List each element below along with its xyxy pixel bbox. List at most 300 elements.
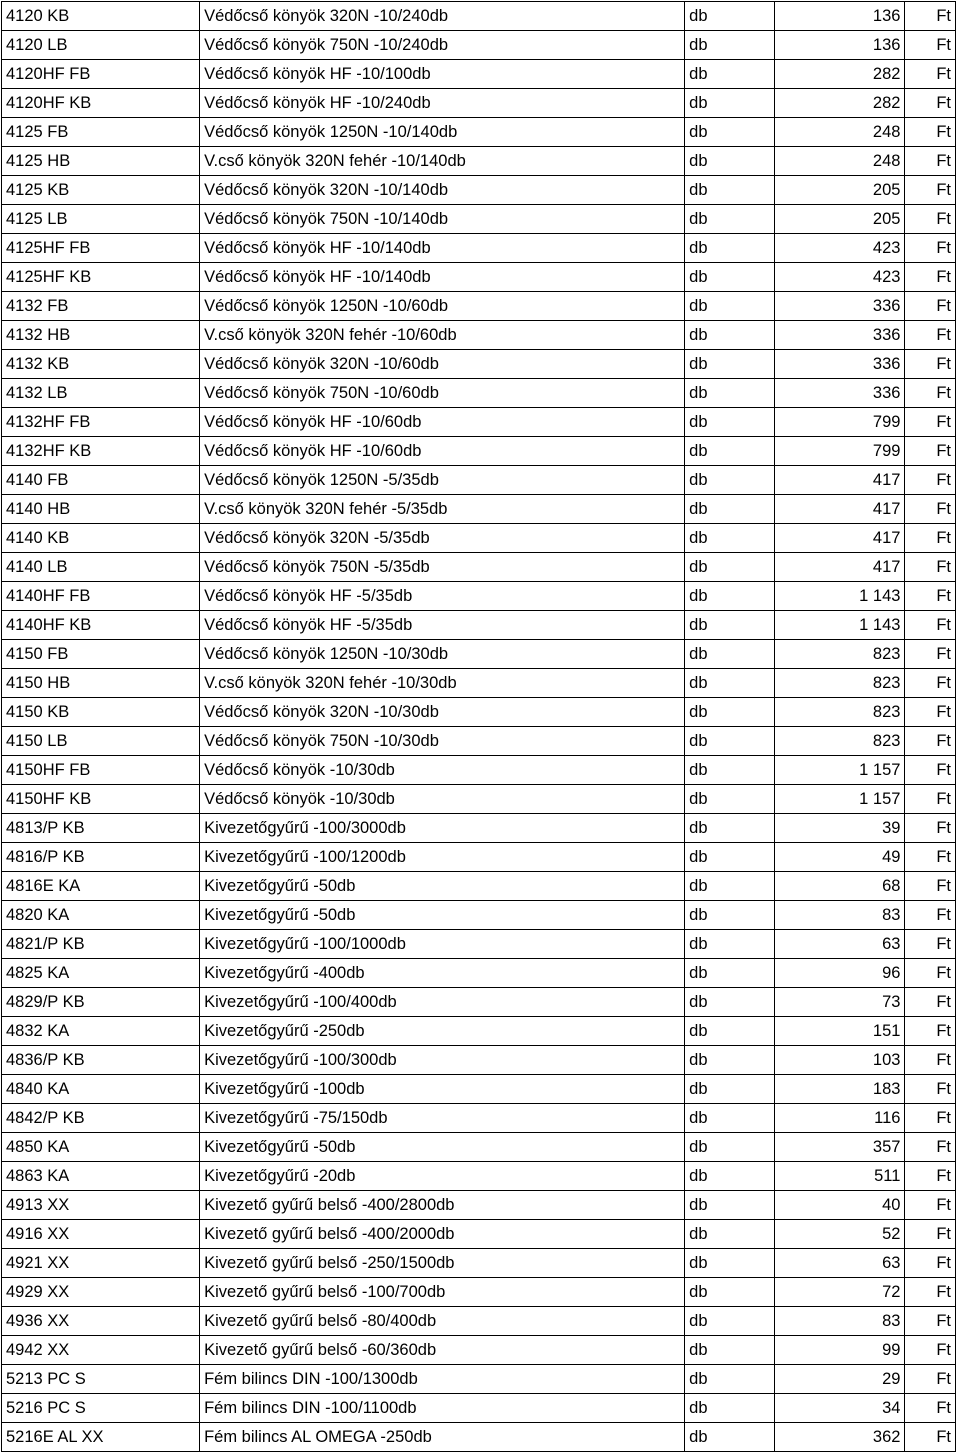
price-cell: 1 143 (775, 582, 905, 611)
table-row (2, 843, 956, 872)
table-row (2, 785, 956, 814)
price-cell: 823 (775, 727, 905, 756)
unit-cell: db (685, 1104, 775, 1133)
table-row (2, 321, 956, 350)
unit-cell: db (685, 901, 775, 930)
price-cell: 336 (775, 379, 905, 408)
table-row (2, 2, 956, 31)
price-cell: 336 (775, 321, 905, 350)
product-code-cell: 4125 KB (2, 176, 200, 205)
product-description-cell: Védőcső könyök 1250N -10/60db (200, 292, 685, 321)
product-code-cell: 4836/P KB (2, 1046, 200, 1075)
product-description-cell: Védőcső könyök 750N -5/35db (200, 553, 685, 582)
currency-cell: Ft (905, 205, 956, 234)
product-code-cell: 4125HF FB (2, 234, 200, 263)
price-cell: 151 (775, 1017, 905, 1046)
table-row (2, 350, 956, 379)
unit-cell: db (685, 263, 775, 292)
currency-cell: Ft (905, 843, 956, 872)
product-code-cell: 4150 KB (2, 698, 200, 727)
price-cell: 336 (775, 350, 905, 379)
unit-cell: db (685, 350, 775, 379)
product-code-cell: 4140HF KB (2, 611, 200, 640)
product-description-cell: Kivezetőgyűrű -50db (200, 872, 685, 901)
table-row (2, 234, 956, 263)
unit-cell: db (685, 1162, 775, 1191)
table-row (2, 1017, 956, 1046)
table-row (2, 582, 956, 611)
product-description-cell: Kivezető gyűrű belső -80/400db (200, 1307, 685, 1336)
unit-cell: db (685, 1336, 775, 1365)
product-description-cell: Védőcső könyök 320N -10/30db (200, 698, 685, 727)
table-row (2, 1104, 956, 1133)
currency-cell: Ft (905, 1046, 956, 1075)
unit-cell: db (685, 321, 775, 350)
price-cell: 96 (775, 959, 905, 988)
unit-cell: db (685, 582, 775, 611)
product-description-cell: Kivezetőgyűrű -400db (200, 959, 685, 988)
unit-cell: db (685, 1278, 775, 1307)
table-row (2, 437, 956, 466)
table-row (2, 495, 956, 524)
unit-cell: db (685, 727, 775, 756)
price-cell: 1 143 (775, 611, 905, 640)
currency-cell: Ft (905, 1249, 956, 1278)
product-description-cell: Védőcső könyök 320N -5/35db (200, 524, 685, 553)
product-code-cell: 4125 LB (2, 205, 200, 234)
price-cell: 1 157 (775, 756, 905, 785)
price-list-body (2, 2, 956, 1452)
table-row (2, 408, 956, 437)
price-cell: 34 (775, 1394, 905, 1423)
product-code-cell: 4150HF FB (2, 756, 200, 785)
unit-cell: db (685, 379, 775, 408)
table-row (2, 1336, 956, 1365)
currency-cell: Ft (905, 1017, 956, 1046)
currency-cell: Ft (905, 1423, 956, 1452)
product-description-cell: Fém bilincs AL OMEGA -250db (200, 1423, 685, 1452)
price-cell: 136 (775, 2, 905, 31)
product-description-cell: Védőcső könyök HF -5/35db (200, 582, 685, 611)
table-row (2, 669, 956, 698)
currency-cell: Ft (905, 611, 956, 640)
product-code-cell: 4813/P KB (2, 814, 200, 843)
product-description-cell: Kivezetőgyűrű -100db (200, 1075, 685, 1104)
currency-cell: Ft (905, 785, 956, 814)
product-code-cell: 4840 KA (2, 1075, 200, 1104)
unit-cell: db (685, 524, 775, 553)
currency-cell: Ft (905, 1394, 956, 1423)
unit-cell: db (685, 1249, 775, 1278)
unit-cell: db (685, 1133, 775, 1162)
product-code-cell: 4825 KA (2, 959, 200, 988)
currency-cell: Ft (905, 1336, 956, 1365)
product-description-cell: V.cső könyök 320N fehér -10/140db (200, 147, 685, 176)
product-description-cell: Védőcső könyök HF -10/60db (200, 408, 685, 437)
table-row (2, 756, 956, 785)
price-cell: 103 (775, 1046, 905, 1075)
product-code-cell: 4125HF KB (2, 263, 200, 292)
unit-cell: db (685, 2, 775, 31)
product-description-cell: Védőcső könyök 750N -10/240db (200, 31, 685, 60)
product-description-cell: Védőcső könyök 750N -10/30db (200, 727, 685, 756)
product-description-cell: Védőcső könyök HF -5/35db (200, 611, 685, 640)
unit-cell: db (685, 495, 775, 524)
currency-cell: Ft (905, 292, 956, 321)
price-cell: 63 (775, 1249, 905, 1278)
unit-cell: db (685, 698, 775, 727)
product-code-cell: 4832 KA (2, 1017, 200, 1046)
unit-cell: db (685, 292, 775, 321)
currency-cell: Ft (905, 1133, 956, 1162)
price-cell: 799 (775, 437, 905, 466)
product-description-cell: Védőcső könyök HF -10/60db (200, 437, 685, 466)
currency-cell: Ft (905, 234, 956, 263)
currency-cell: Ft (905, 959, 956, 988)
table-row (2, 959, 956, 988)
product-code-cell: 4816E KA (2, 872, 200, 901)
product-code-cell: 5216E AL XX (2, 1423, 200, 1452)
table-row (2, 60, 956, 89)
unit-cell: db (685, 756, 775, 785)
unit-cell: db (685, 408, 775, 437)
product-description-cell: Kivezetőgyűrű -100/400db (200, 988, 685, 1017)
table-row (2, 872, 956, 901)
currency-cell: Ft (905, 1075, 956, 1104)
table-row (2, 1423, 956, 1452)
table-row (2, 640, 956, 669)
price-cell: 417 (775, 495, 905, 524)
product-code-cell: 4842/P KB (2, 1104, 200, 1133)
product-code-cell: 4120 KB (2, 2, 200, 31)
table-row (2, 1394, 956, 1423)
price-cell: 99 (775, 1336, 905, 1365)
currency-cell: Ft (905, 495, 956, 524)
currency-cell: Ft (905, 1278, 956, 1307)
unit-cell: db (685, 1046, 775, 1075)
table-row (2, 205, 956, 234)
currency-cell: Ft (905, 872, 956, 901)
product-description-cell: Védőcső könyök 320N -10/140db (200, 176, 685, 205)
currency-cell: Ft (905, 321, 956, 350)
product-description-cell: V.cső könyök 320N fehér -10/60db (200, 321, 685, 350)
product-description-cell: Kivezető gyűrű belső -400/2000db (200, 1220, 685, 1249)
price-cell: 248 (775, 147, 905, 176)
unit-cell: db (685, 118, 775, 147)
unit-cell: db (685, 89, 775, 118)
unit-cell: db (685, 988, 775, 1017)
product-description-cell: Védőcső könyök HF -10/140db (200, 234, 685, 263)
table-row (2, 466, 956, 495)
product-code-cell: 4929 XX (2, 1278, 200, 1307)
unit-cell: db (685, 1307, 775, 1336)
table-row (2, 147, 956, 176)
table-row (2, 727, 956, 756)
product-description-cell: Védőcső könyök 750N -10/60db (200, 379, 685, 408)
product-code-cell: 4132 HB (2, 321, 200, 350)
product-code-cell: 4132 LB (2, 379, 200, 408)
product-code-cell: 4140 LB (2, 553, 200, 582)
product-description-cell: V.cső könyök 320N fehér -10/30db (200, 669, 685, 698)
price-cell: 823 (775, 698, 905, 727)
unit-cell: db (685, 959, 775, 988)
table-row (2, 1133, 956, 1162)
price-cell: 39 (775, 814, 905, 843)
currency-cell: Ft (905, 1191, 956, 1220)
product-code-cell: 4140 HB (2, 495, 200, 524)
table-row (2, 901, 956, 930)
currency-cell: Ft (905, 60, 956, 89)
currency-cell: Ft (905, 2, 956, 31)
product-code-cell: 4132 FB (2, 292, 200, 321)
table-row (2, 176, 956, 205)
table-row (2, 1307, 956, 1336)
product-description-cell: Kivezető gyűrű belső -250/1500db (200, 1249, 685, 1278)
unit-cell: db (685, 1394, 775, 1423)
price-cell: 248 (775, 118, 905, 147)
unit-cell: db (685, 930, 775, 959)
price-cell: 282 (775, 89, 905, 118)
product-description-cell: Védőcső könyök -10/30db (200, 785, 685, 814)
price-cell: 1 157 (775, 785, 905, 814)
product-description-cell: Kivezetőgyűrű -75/150db (200, 1104, 685, 1133)
product-description-cell: Kivezetőgyűrű -100/1200db (200, 843, 685, 872)
table-row (2, 263, 956, 292)
price-cell: 417 (775, 524, 905, 553)
product-description-cell: Fém bilincs DIN -100/1300db (200, 1365, 685, 1394)
currency-cell: Ft (905, 466, 956, 495)
unit-cell: db (685, 1220, 775, 1249)
unit-cell: db (685, 147, 775, 176)
product-description-cell: Kivezetőgyűrű -20db (200, 1162, 685, 1191)
currency-cell: Ft (905, 669, 956, 698)
unit-cell: db (685, 814, 775, 843)
product-code-cell: 4125 FB (2, 118, 200, 147)
unit-cell: db (685, 1365, 775, 1394)
table-row (2, 292, 956, 321)
currency-cell: Ft (905, 930, 956, 959)
currency-cell: Ft (905, 350, 956, 379)
unit-cell: db (685, 785, 775, 814)
price-cell: 116 (775, 1104, 905, 1133)
table-row (2, 524, 956, 553)
product-code-cell: 4820 KA (2, 901, 200, 930)
product-description-cell: Kivezető gyűrű belső -400/2800db (200, 1191, 685, 1220)
product-code-cell: 5216 PC S (2, 1394, 200, 1423)
price-cell: 423 (775, 234, 905, 263)
price-cell: 29 (775, 1365, 905, 1394)
table-row (2, 1365, 956, 1394)
table-row (2, 379, 956, 408)
currency-cell: Ft (905, 698, 956, 727)
currency-cell: Ft (905, 1307, 956, 1336)
product-description-cell: Védőcső könyök 1250N -5/35db (200, 466, 685, 495)
table-row (2, 1220, 956, 1249)
product-description-cell: V.cső könyök 320N fehér -5/35db (200, 495, 685, 524)
price-cell: 83 (775, 901, 905, 930)
currency-cell: Ft (905, 640, 956, 669)
product-code-cell: 4140 FB (2, 466, 200, 495)
price-cell: 417 (775, 553, 905, 582)
unit-cell: db (685, 176, 775, 205)
unit-cell: db (685, 1191, 775, 1220)
price-cell: 183 (775, 1075, 905, 1104)
price-cell: 823 (775, 669, 905, 698)
table-row (2, 1191, 956, 1220)
unit-cell: db (685, 205, 775, 234)
price-cell: 136 (775, 31, 905, 60)
unit-cell: db (685, 437, 775, 466)
product-description-cell: Védőcső könyök 320N -10/240db (200, 2, 685, 31)
currency-cell: Ft (905, 524, 956, 553)
currency-cell: Ft (905, 988, 956, 1017)
price-cell: 823 (775, 640, 905, 669)
price-cell: 73 (775, 988, 905, 1017)
price-cell: 40 (775, 1191, 905, 1220)
product-description-cell: Kivezetőgyűrű -100/3000db (200, 814, 685, 843)
table-row (2, 1046, 956, 1075)
product-code-cell: 4821/P KB (2, 930, 200, 959)
product-code-cell: 4863 KA (2, 1162, 200, 1191)
unit-cell: db (685, 669, 775, 698)
product-code-cell: 4913 XX (2, 1191, 200, 1220)
currency-cell: Ft (905, 1162, 956, 1191)
table-row (2, 89, 956, 118)
product-description-cell: Védőcső könyök -10/30db (200, 756, 685, 785)
product-description-cell: Védőcső könyök 1250N -10/30db (200, 640, 685, 669)
unit-cell: db (685, 466, 775, 495)
currency-cell: Ft (905, 437, 956, 466)
currency-cell: Ft (905, 118, 956, 147)
product-code-cell: 4816/P KB (2, 843, 200, 872)
price-cell: 68 (775, 872, 905, 901)
currency-cell: Ft (905, 727, 956, 756)
table-row (2, 698, 956, 727)
product-code-cell: 4140 KB (2, 524, 200, 553)
product-description-cell: Védőcső könyök 1250N -10/140db (200, 118, 685, 147)
price-cell: 205 (775, 176, 905, 205)
product-description-cell: Védőcső könyök HF -10/140db (200, 263, 685, 292)
price-cell: 417 (775, 466, 905, 495)
product-description-cell: Kivezetőgyűrű -50db (200, 1133, 685, 1162)
unit-cell: db (685, 640, 775, 669)
price-cell: 357 (775, 1133, 905, 1162)
unit-cell: db (685, 1017, 775, 1046)
product-code-cell: 4120HF KB (2, 89, 200, 118)
product-code-cell: 5213 PC S (2, 1365, 200, 1394)
product-description-cell: Védőcső könyök 750N -10/140db (200, 205, 685, 234)
product-description-cell: Kivezető gyűrű belső -100/700db (200, 1278, 685, 1307)
table-row (2, 553, 956, 582)
product-code-cell: 4120HF FB (2, 60, 200, 89)
price-cell: 72 (775, 1278, 905, 1307)
product-description-cell: Védőcső könyök 320N -10/60db (200, 350, 685, 379)
price-cell: 83 (775, 1307, 905, 1336)
table-row (2, 31, 956, 60)
unit-cell: db (685, 1075, 775, 1104)
product-code-cell: 4120 LB (2, 31, 200, 60)
currency-cell: Ft (905, 901, 956, 930)
price-cell: 63 (775, 930, 905, 959)
product-description-cell: Kivezetőgyűrű -100/300db (200, 1046, 685, 1075)
currency-cell: Ft (905, 814, 956, 843)
currency-cell: Ft (905, 147, 956, 176)
price-list-table (1, 1, 956, 1452)
product-code-cell: 4132HF FB (2, 408, 200, 437)
product-code-cell: 4850 KA (2, 1133, 200, 1162)
unit-cell: db (685, 31, 775, 60)
currency-cell: Ft (905, 408, 956, 437)
product-code-cell: 4140HF FB (2, 582, 200, 611)
product-code-cell: 4942 XX (2, 1336, 200, 1365)
product-code-cell: 4150HF KB (2, 785, 200, 814)
table-row (2, 1075, 956, 1104)
price-cell: 336 (775, 292, 905, 321)
currency-cell: Ft (905, 176, 956, 205)
price-cell: 799 (775, 408, 905, 437)
product-code-cell: 4921 XX (2, 1249, 200, 1278)
unit-cell: db (685, 60, 775, 89)
product-code-cell: 4150 FB (2, 640, 200, 669)
price-cell: 52 (775, 1220, 905, 1249)
table-row (2, 1249, 956, 1278)
price-cell: 205 (775, 205, 905, 234)
currency-cell: Ft (905, 263, 956, 292)
unit-cell: db (685, 553, 775, 582)
product-code-cell: 4936 XX (2, 1307, 200, 1336)
unit-cell: db (685, 1423, 775, 1452)
unit-cell: db (685, 234, 775, 263)
product-code-cell: 4132HF KB (2, 437, 200, 466)
price-cell: 511 (775, 1162, 905, 1191)
table-row (2, 814, 956, 843)
table-row (2, 988, 956, 1017)
product-code-cell: 4916 XX (2, 1220, 200, 1249)
currency-cell: Ft (905, 379, 956, 408)
currency-cell: Ft (905, 89, 956, 118)
product-description-cell: Kivezető gyűrű belső -60/360db (200, 1336, 685, 1365)
product-description-cell: Védőcső könyök HF -10/100db (200, 60, 685, 89)
price-cell: 423 (775, 263, 905, 292)
table-row (2, 611, 956, 640)
table-row (2, 1162, 956, 1191)
unit-cell: db (685, 611, 775, 640)
currency-cell: Ft (905, 756, 956, 785)
price-cell: 362 (775, 1423, 905, 1452)
table-row (2, 118, 956, 147)
currency-cell: Ft (905, 582, 956, 611)
currency-cell: Ft (905, 1220, 956, 1249)
table-row (2, 1278, 956, 1307)
currency-cell: Ft (905, 31, 956, 60)
product-code-cell: 4132 KB (2, 350, 200, 379)
product-code-cell: 4150 HB (2, 669, 200, 698)
unit-cell: db (685, 872, 775, 901)
product-code-cell: 4150 LB (2, 727, 200, 756)
currency-cell: Ft (905, 1365, 956, 1394)
product-code-cell: 4829/P KB (2, 988, 200, 1017)
table-row (2, 930, 956, 959)
price-cell: 49 (775, 843, 905, 872)
product-description-cell: Kivezetőgyűrű -250db (200, 1017, 685, 1046)
product-description-cell: Kivezetőgyűrű -50db (200, 901, 685, 930)
currency-cell: Ft (905, 1104, 956, 1133)
unit-cell: db (685, 843, 775, 872)
price-cell: 282 (775, 60, 905, 89)
product-code-cell: 4125 HB (2, 147, 200, 176)
currency-cell: Ft (905, 553, 956, 582)
product-description-cell: Fém bilincs DIN -100/1100db (200, 1394, 685, 1423)
